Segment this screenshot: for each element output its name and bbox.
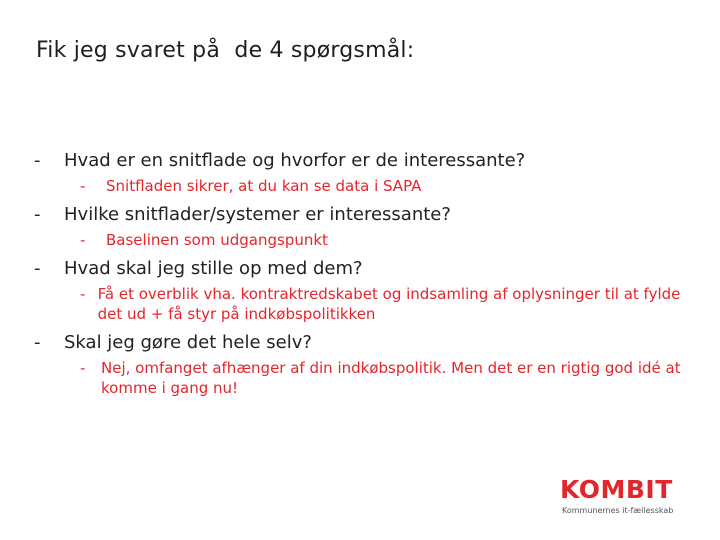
sub-bullet-text: Nej, omfanget afhænger af din indkøbspolitik. Men det er en rigtig god idé at komme i gang nu! (101, 359, 681, 397)
bullet-text: Skal jeg gøre det hele selv? (64, 332, 312, 353)
bullet-dash: - (34, 258, 41, 279)
slide-title: Fik jeg svaret på de 4 spørgsmål: (36, 38, 415, 63)
sub-bullet-dash: - (80, 177, 86, 195)
sub-bullet-dash: - (80, 231, 86, 249)
sub-bullet-dash: - (80, 359, 86, 377)
sub-bullet-text: Baselinen som udgangspunkt (106, 231, 328, 249)
sub-bullet-text: Snitfladen sikrer, at du kan se data i SAPA (106, 177, 422, 195)
logo-tagline: Kommunernes it-fællesskab (562, 506, 674, 515)
kombit-logo (560, 476, 690, 515)
bullet-item-4 (34, 332, 684, 398)
bullet-dash: - (34, 332, 41, 353)
sub-bullet-text: Få et overblik vha. kontraktredskabet og indsamling af oplysninger til at fylde det ud + få styr på indkøbspolitikken (97, 285, 681, 323)
logo-wordmark: KOMBIT (560, 475, 673, 504)
bullet-item-1 (34, 150, 684, 196)
bullet-list (34, 150, 684, 398)
bullet-dash: - (34, 150, 41, 171)
bullet-item-2 (34, 204, 684, 250)
bullet-item-3 (34, 258, 684, 324)
bullet-dash: - (34, 204, 41, 225)
sub-bullet-dash: - (80, 285, 86, 303)
bullet-text: Hvad skal jeg stille op med dem? (64, 258, 363, 279)
bullet-text: Hvilke snitflader/systemer er interessante? (64, 204, 451, 225)
bullet-text: Hvad er en snitflade og hvorfor er de interessante? (64, 150, 526, 171)
